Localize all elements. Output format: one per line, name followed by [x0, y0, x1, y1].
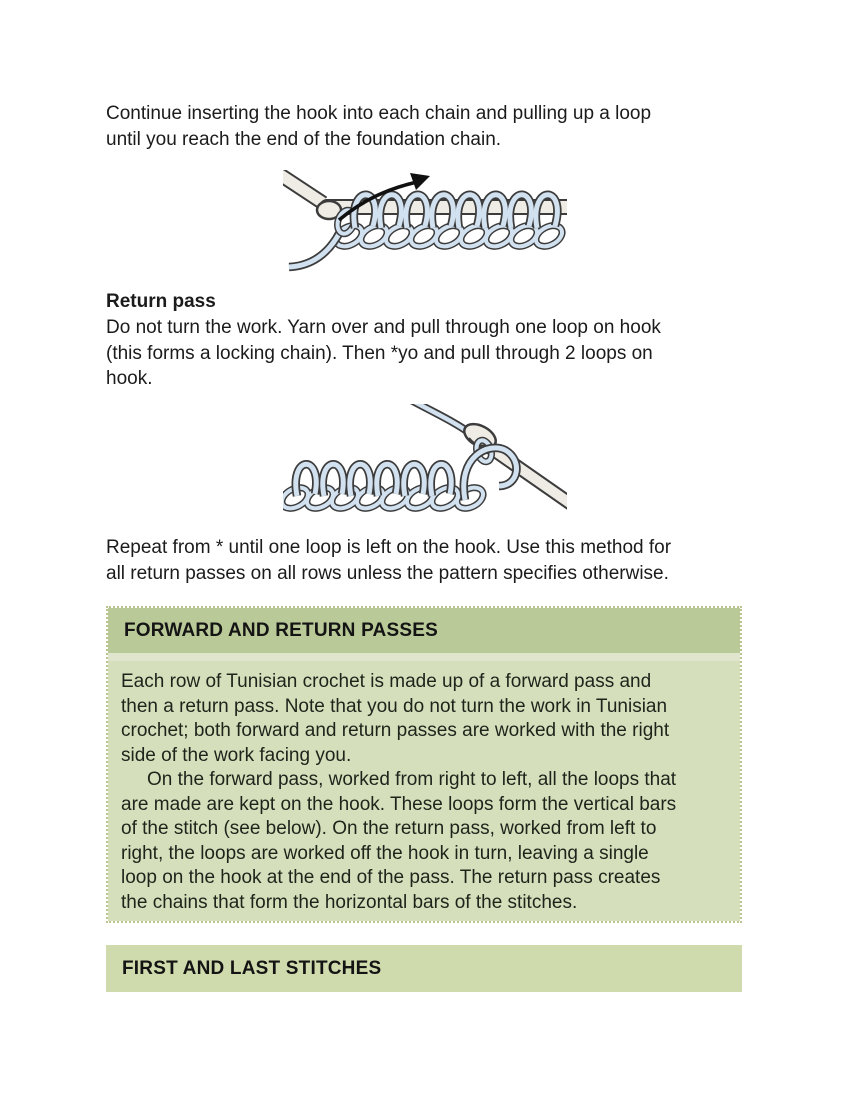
forward-return-passes-box-title: FORWARD AND RETURN PASSES: [108, 608, 740, 653]
text-line: until you reach the end of the foundation chain.: [106, 128, 502, 150]
text-line: all return passes on all rows unless the pattern specifies otherwise.: [106, 562, 669, 584]
text-line: crochet; both forward and return passes are worked with the right: [121, 720, 670, 741]
text-line: Each row of Tunisian crochet is made up of a forward pass and: [121, 671, 652, 692]
text-line: of the stitch (see below). On the return pass, worked from left to: [121, 818, 657, 839]
forward-pass-illustration: [283, 170, 567, 280]
text-line: Repeat from * until one loop is left on the hook. Use this method for: [106, 537, 672, 558]
text-line: (this forms a locking chain). Then *yo and pull through 2 loops on: [106, 342, 653, 364]
forward-return-passes-box: [106, 606, 742, 923]
forward-return-passes-box-body: [108, 661, 740, 921]
intro-paragraph: [106, 101, 651, 152]
text-line: Do not turn the work. Yarn over and pull through one loop on hook: [106, 317, 661, 338]
return-pass-heading: Return pass: [106, 291, 216, 312]
text-line: loop on the hook at the end of the pass. The return pass creates: [121, 867, 661, 888]
text-line: are made are kept on the hook. These loops form the vertical bars: [121, 793, 677, 815]
first-last-stitches-header: FIRST AND LAST STITCHES: [106, 945, 742, 992]
text-line: Continue inserting the hook into each chain and pulling up a loop: [106, 103, 652, 124]
text-line: then a return pass. Note that you do not turn the work in Tunisian: [121, 695, 668, 717]
text-line: On the forward pass, worked from right to left, all the loops that: [147, 769, 677, 790]
return-pass-paragraph: [106, 315, 661, 392]
text-line: right, the loops are worked off the hook in turn, leaving a single: [121, 842, 649, 864]
text-line: the chains that form the horizontal bars of the stitches.: [121, 891, 578, 913]
repeat-paragraph: [106, 535, 671, 586]
text-line: hook.: [106, 368, 153, 389]
return-pass-illustration: [283, 404, 567, 518]
text-line: side of the work facing you.: [121, 744, 352, 766]
box-divider: [108, 653, 740, 661]
